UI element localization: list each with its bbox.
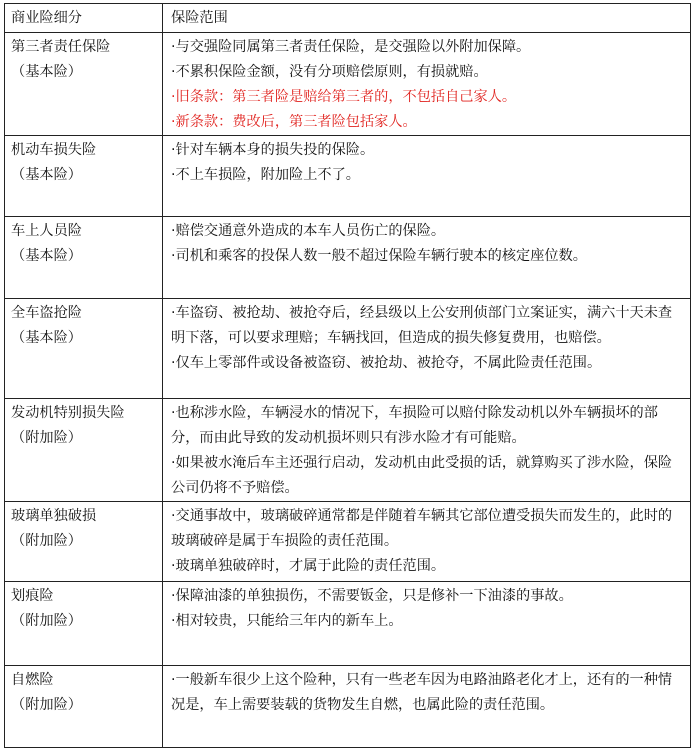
header-coverage: 保险范围 — [163, 4, 691, 33]
coverage-bullet: ·一般新车很少上这个险种，只有一些老车因为电路油路老化才上，还有的一种情况是，车上需要装载的货物发生自燃，也属此险的责任范围。 — [171, 672, 673, 713]
coverage-note-highlighted: ·旧条款：第三者险是赔给第三者的，不包括自己家人。 — [171, 89, 517, 105]
coverage-bullet: ·仅车上零部件或设备被盗窃、被抢劫、被抢夺，不属此险责任范围。 — [171, 355, 602, 371]
coverage-cell — [163, 666, 691, 748]
coverage-bullet: ·交通事故中，玻璃破碎通常都是伴随着车辆其它部位遭受损失而发生的，此时的玻璃破碎是属于车损险的责任范围。 — [171, 508, 673, 549]
coverage-bullet: ·玻璃单独破碎时，才属于此险的责任范围。 — [171, 558, 446, 574]
category-cell — [5, 217, 163, 299]
coverage-bullet: ·保障油漆的单独损伤，不需要钣金，只是修补一下油漆的事故。 — [171, 588, 573, 604]
category-cell — [5, 299, 163, 399]
coverage-cell — [163, 502, 691, 582]
insurance-type: （基本险） — [11, 330, 82, 346]
coverage-cell — [163, 33, 691, 136]
category-cell — [5, 33, 163, 136]
insurance-name: 玻璃单独破损 — [11, 508, 97, 524]
category-cell — [5, 399, 163, 502]
insurance-type: （附加险） — [11, 533, 82, 549]
coverage-bullet: ·针对车辆本身的损失投的保险。 — [171, 142, 375, 158]
coverage-bullet: ·与交强险同属第三者责任保险，是交强险以外附加保障。 — [171, 39, 531, 55]
table-row — [5, 502, 691, 582]
table-row — [5, 217, 691, 299]
table-header-row — [5, 4, 691, 33]
category-cell — [5, 666, 163, 748]
category-cell — [5, 582, 163, 666]
coverage-bullet: ·不上车损险，附加险上不了。 — [171, 167, 360, 183]
header-category: 商业险细分 — [5, 4, 163, 33]
coverage-bullet: ·如果被水淹后车主还强行启动，发动机由此受损的话，就算购买了涉水险，保险公司仍将不予赔偿。 — [171, 455, 673, 496]
coverage-bullet: ·相对较贵，只能给三年内的新车上。 — [171, 613, 403, 629]
insurance-name: 第三者责任保险 — [11, 39, 111, 55]
coverage-note-highlighted: ·新条款：费改后，第三者险包括家人。 — [171, 114, 417, 130]
insurance-name: 自燃险 — [11, 672, 54, 688]
insurance-type: （基本险） — [11, 64, 82, 80]
insurance-name: 划痕险 — [11, 588, 54, 604]
insurance-type: （基本险） — [11, 248, 82, 264]
category-cell — [5, 502, 163, 582]
insurance-name: 全车盗抢险 — [11, 305, 82, 321]
insurance-coverage-table — [4, 3, 691, 748]
coverage-cell — [163, 399, 691, 502]
insurance-type: （基本险） — [11, 167, 82, 183]
insurance-name: 车上人员险 — [11, 223, 82, 239]
insurance-name: 机动车损失险 — [11, 142, 97, 158]
category-cell — [5, 136, 163, 217]
coverage-cell — [163, 136, 691, 217]
table-row — [5, 399, 691, 502]
insurance-type: （附加险） — [11, 430, 82, 446]
table-row — [5, 582, 691, 666]
coverage-bullet: ·车盗窃、被抢劫、被抢夺后，经县级以上公安刑侦部门立案证实，满六十天未查明下落，可以要求理赔；车辆找回，但造成的损失修复费用，也赔偿。 — [171, 305, 673, 346]
insurance-name: 发动机特别损失险 — [11, 405, 125, 421]
table-row — [5, 33, 691, 136]
coverage-bullet: ·赔偿交通意外造成的本车人员伤亡的保险。 — [171, 223, 446, 239]
table-row — [5, 299, 691, 399]
table-row — [5, 666, 691, 748]
coverage-cell — [163, 582, 691, 666]
insurance-type: （附加险） — [11, 613, 82, 629]
coverage-bullet: ·也称涉水险，车辆浸水的情况下，车损险可以赔付除发动机以外车辆损坏的部分，而由此导致的发动机损坏则只有涉水险才有可能赔。 — [171, 405, 658, 446]
coverage-cell — [163, 299, 691, 399]
coverage-cell — [163, 217, 691, 299]
insurance-type: （附加险） — [11, 697, 82, 713]
coverage-bullet: ·不累积保险金额，没有分项赔偿原则，有损就赔。 — [171, 64, 488, 80]
table-row — [5, 136, 691, 217]
coverage-bullet: ·司机和乘客的投保人数一般不超过保险车辆行驶本的核定座位数。 — [171, 248, 587, 264]
